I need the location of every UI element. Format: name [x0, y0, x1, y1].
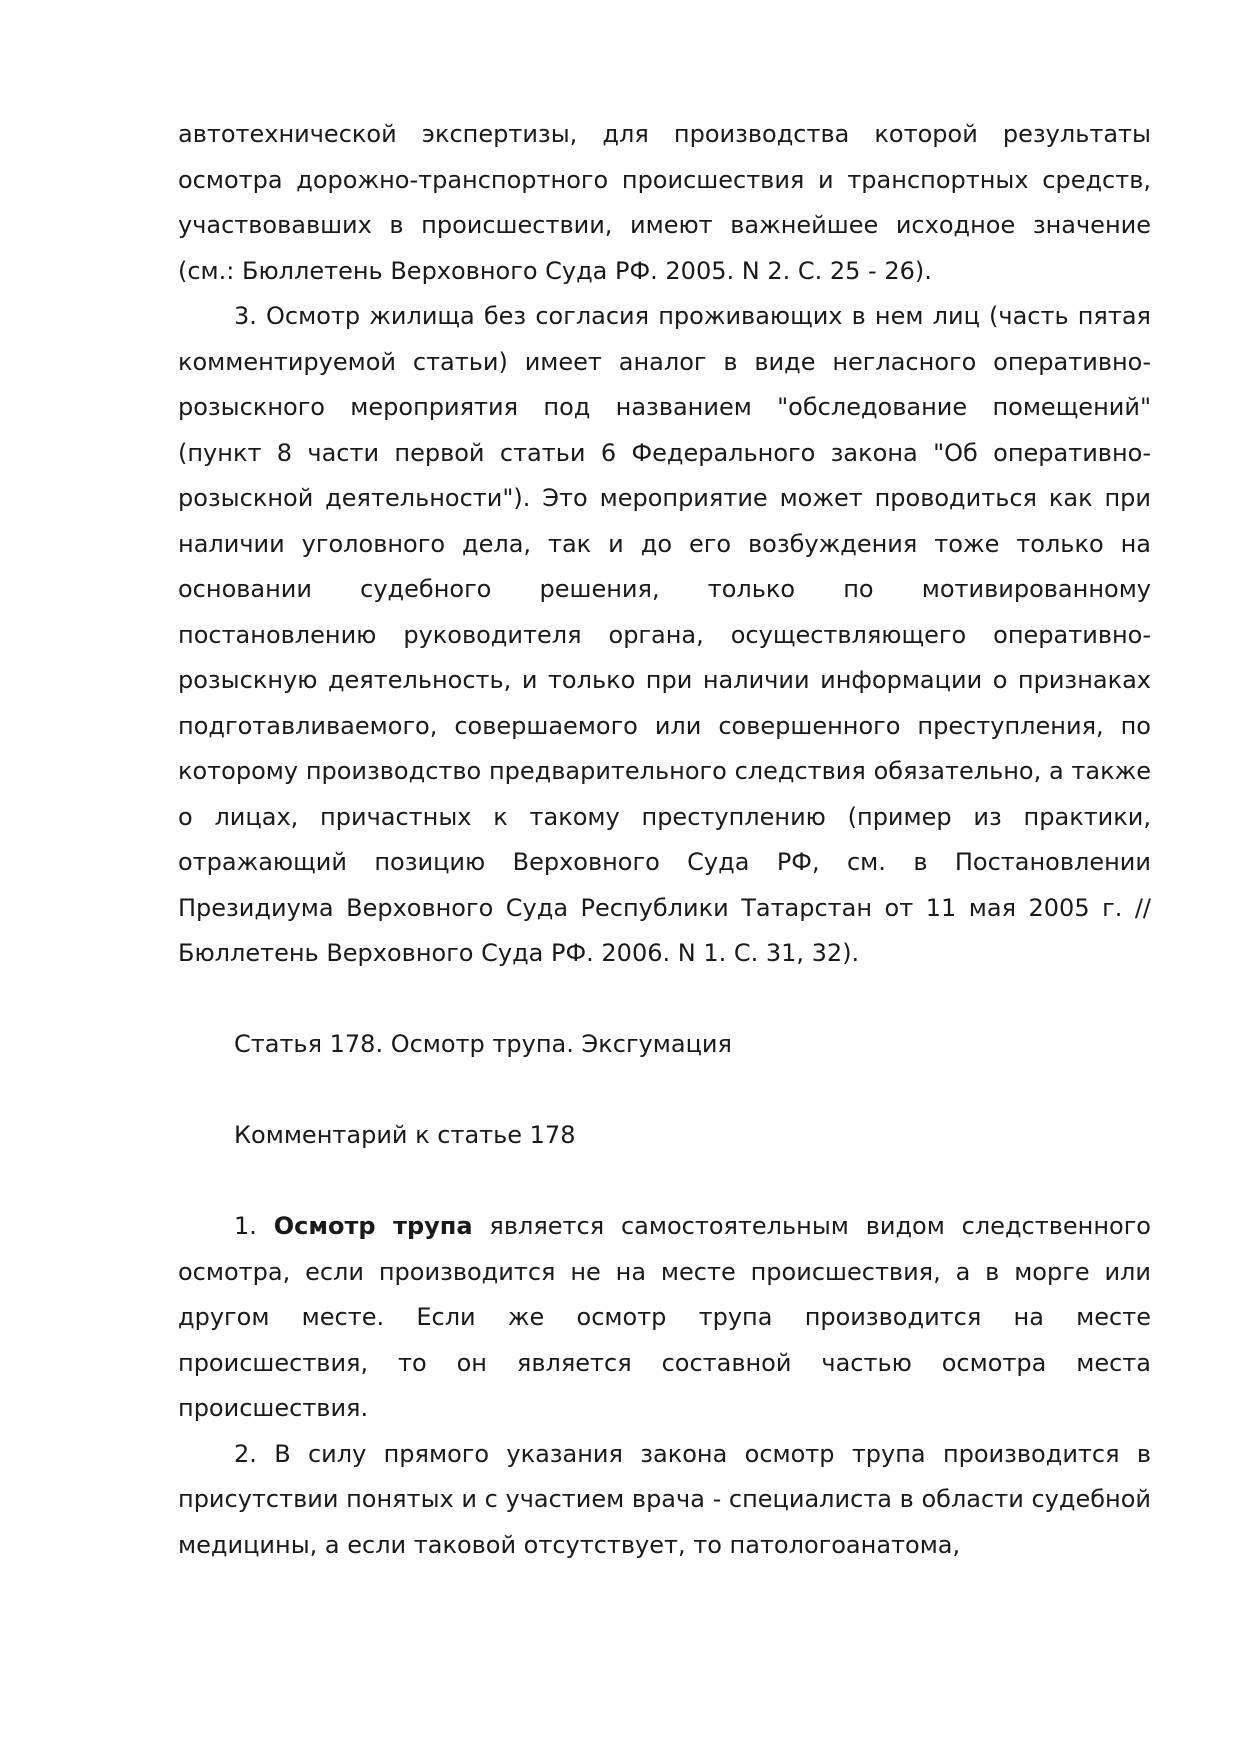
document-body: [178, 112, 1151, 1568]
spacer: [178, 1068, 1151, 1114]
paragraph-1-number: 1.: [234, 1212, 257, 1240]
article-title: Статья 178. Осмотр трупа. Эксгумация: [234, 1030, 732, 1058]
spacer: [178, 1159, 1151, 1205]
paragraph-1-bold-term: Осмотр трупа: [273, 1212, 473, 1240]
paragraph-1: [178, 1204, 1151, 1432]
paragraph-3: 3. Осмотр жилища без согласия проживающих в нем лиц (часть пятая комментируемой статьи) имеет аналог в виде негласного оперативно-розыскного мероприятия под названием "обследование помещений" (пункт 8 части первой статьи 6 Федерального закона "Об оперативно-розыскной деятельности"). Это мероприятие может проводиться как при наличии уголовного дела, так и до его возбуждения тоже только на основании судебного решения, только по мотивированному постановлению руководителя органа, осуществляющего оперативно-розыскную деятельность, и только при наличии информации о признаках подготавливаемого, совершаемого или совершенного преступления, по которому производство предварительного следствия обязательно, а также о лицах, причастных к такому преступлению (пример из практики, отражающий позицию Верховного Суда РФ, см. в Постановлении Президиума Верховного Суда Республики Татарстан от 11 мая 2005 г. // Бюллетень Верховного Суда РФ. 2006. N 1. С. 31, 32).: [178, 302, 1151, 967]
paragraph-continuation: автотехнической экспертизы, для производства которой результаты осмотра дорожно-транспортного происшествия и транспортных средств, участвовавших в происшествии, имеют важнейшее исходное значение (см.: Бюллетень Верховного Суда РФ. 2005. N 2. С. 25 - 26).: [178, 120, 1151, 285]
paragraph-1-text: является самостоятельным видом следственного осмотра, если производится не на месте происшествия, а в морге или другом месте. Если же осмотр трупа производится на месте происшествия, то он является составной частью осмотра места происшествия.: [178, 1212, 1151, 1422]
commentary-title: Комментарий к статье 178: [234, 1121, 576, 1149]
spacer: [178, 977, 1151, 1023]
paragraph-2: 2. В силу прямого указания закона осмотр трупа производится в присутствии понятых и с участием врача - специалиста в области судебной медицины, а если таковой отсутствует, то патологоанатома,: [178, 1439, 1151, 1559]
